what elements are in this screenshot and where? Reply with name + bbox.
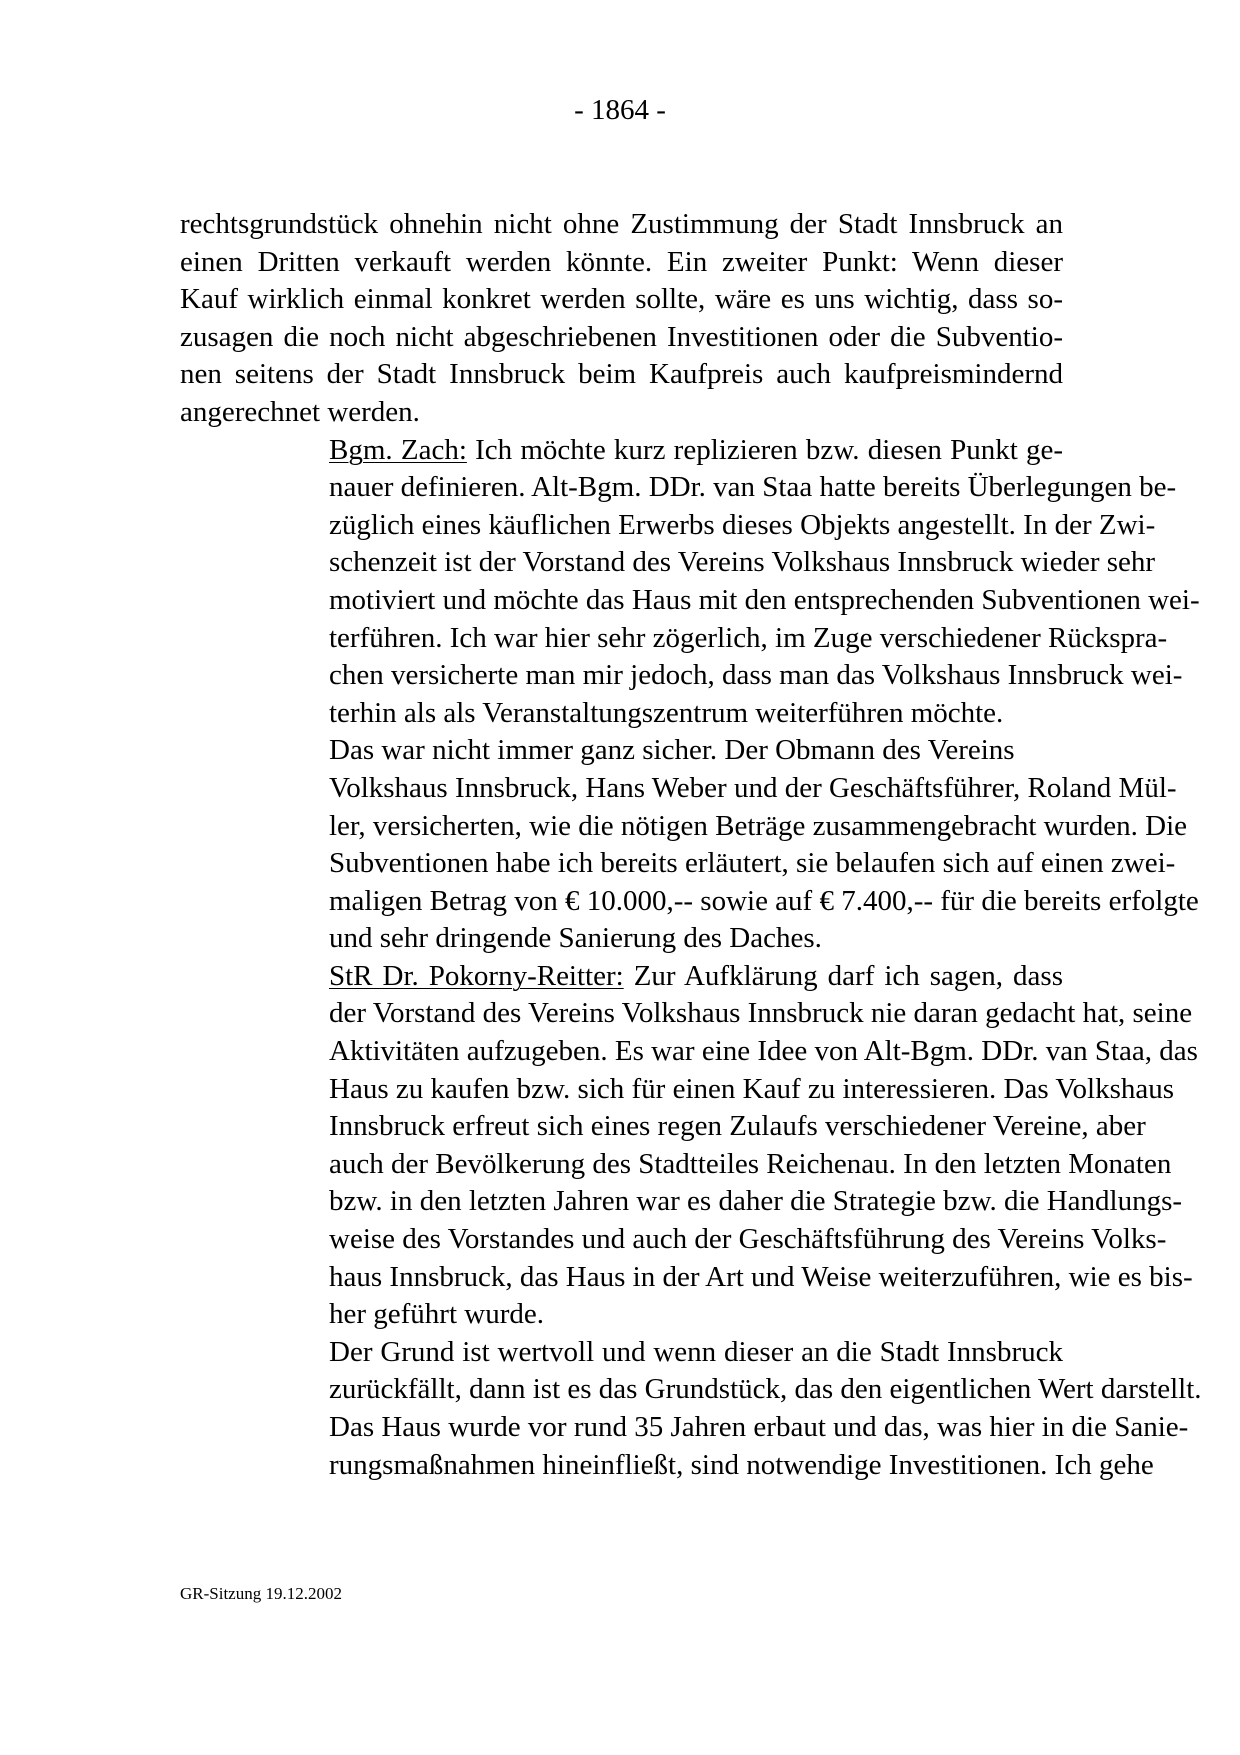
text-line: zusagen die noch nicht abgeschriebenen Investitionen oder die Subventio- [180, 320, 1063, 353]
text-line: Das Haus wurde vor rund 35 Jahren erbaut und das, was hier in die Sanie- [329, 1411, 1189, 1443]
text-line: schenzeit ist der Vorstand des Vereins Volkshaus Innsbruck wieder sehr [329, 546, 1156, 579]
text-line: her geführt wurde. [329, 1298, 544, 1331]
speaker-name: Bgm. Zach: [329, 433, 467, 466]
text-line: rechtsgrundstück ohnehin nicht ohne Zustimmung der Stadt Innsbruck an [180, 208, 1063, 240]
text-line: ler, versicherten, wie die nötigen Beträge zusammengebracht wurden. Die [329, 809, 1188, 842]
text-line [180, 432, 1063, 470]
text-line: motiviert und möchte das Haus mit den entsprechenden Subventionen wei- [329, 583, 1200, 616]
text-line: auch der Bevölkerung des Stadtteiles Reichenau. In den letzten Monaten [329, 1147, 1172, 1180]
footer-session-date: GR-Sitzung 19.12.2002 [180, 1584, 342, 1603]
paragraph-speech-councillor [180, 958, 1198, 1334]
text-line: zurückfällt, dann ist es das Grundstück, das den eigentlichen Wert darstellt. [329, 1373, 1202, 1406]
text-line: haus Innsbruck, das Haus in der Art und Weise weiterzuführen, wie es bis- [329, 1260, 1193, 1293]
speech-text: Ich möchte kurz replizieren bzw. diesen Punkt ge- [466, 433, 1063, 466]
paragraph-continuation [180, 732, 1199, 958]
text-line: angerechnet werden. [180, 395, 420, 428]
text-line: maligen Betrag von € 10.000,-- sowie auf € 7.400,-- für die bereits erfolgte [329, 884, 1199, 917]
text-line: Kauf wirklich einmal konkret werden sollte, wäre es uns wichtig, dass so- [180, 283, 1063, 316]
text-line: rungsmaßnahmen hineinfließt, sind notwendige Investitionen. Ich gehe [329, 1448, 1154, 1481]
text-line: chen versicherte man mir jedoch, dass man das Volkshaus Innsbruck wei- [329, 659, 1183, 692]
paragraph-continuation [180, 1334, 1202, 1484]
text-line: und sehr dringende Sanierung des Daches. [329, 922, 822, 955]
text-line: einen Dritten verkauft werden könnte. Ein zweiter Punkt: Wenn dieser [180, 245, 1063, 278]
page-number: - 1864 - [574, 94, 666, 126]
text-line: Volkshaus Innsbruck, Hans Weber und der Geschäftsführer, Roland Mül- [329, 771, 1177, 804]
speaker-name: StR Dr. Pokorny-Reitter: [329, 959, 624, 992]
text-line: terführen. Ich war hier sehr zögerlich, im Zuge verschiedener Rückspra- [329, 621, 1168, 654]
text-line: Haus zu kaufen bzw. sich für einen Kauf zu interessieren. Das Volkshaus [329, 1072, 1175, 1105]
paragraph-speech-mayor [180, 432, 1200, 733]
text-line: Der Grund ist wertvoll und wenn dieser an die Stadt Innsbruck [329, 1335, 1063, 1368]
text-line: bzw. in den letzten Jahren war es daher die Strategie bzw. die Handlungs- [329, 1185, 1183, 1218]
text-line: Innsbruck erfreut sich eines regen Zulaufs verschiedener Vereine, aber [329, 1110, 1146, 1143]
text-line: züglich eines käuflichen Erwerbs dieses Objekts angestellt. In der Zwi- [329, 508, 1156, 541]
speech-text: Zur Aufklärung darf ich sagen, dass [623, 959, 1063, 992]
paragraph-continuation [180, 206, 1063, 432]
text-line: nen seitens der Stadt Innsbruck beim Kaufpreis auch kaufpreismindernd [180, 358, 1063, 391]
document-body [180, 206, 1202, 1484]
text-line: der Vorstand des Vereins Volkshaus Innsbruck nie daran gedacht hat, seine [329, 997, 1193, 1030]
text-line: nauer definieren. Alt-Bgm. DDr. van Staa hatte bereits Überlegungen be- [329, 471, 1177, 504]
text-line [180, 958, 1063, 996]
text-line: terhin als als Veranstaltungszentrum weiterführen möchte. [329, 696, 1004, 729]
text-line: Aktivitäten aufzugeben. Es war eine Idee von Alt-Bgm. DDr. van Staa, das [329, 1035, 1198, 1068]
text-line: Das war nicht immer ganz sicher. Der Obmann des Vereins [329, 734, 1015, 767]
text-line: Subventionen habe ich bereits erläutert, sie belaufen sich auf einen zwei- [329, 847, 1176, 880]
text-line: weise des Vorstandes und auch der Geschäftsführung des Vereins Volks- [329, 1223, 1167, 1256]
